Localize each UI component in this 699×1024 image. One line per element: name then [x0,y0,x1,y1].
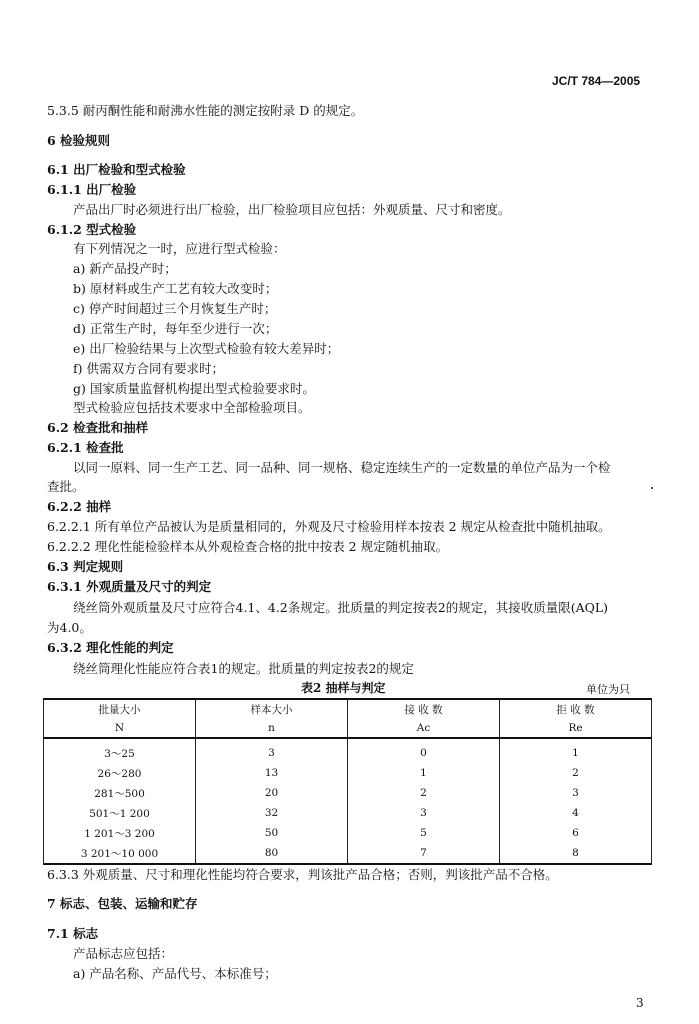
standard-number: JC/T 784—2005 [552,74,641,88]
cell-lot-size: 26～280 [44,763,196,783]
cell-accept: 0 [348,738,500,763]
clause-6-3-3: 6.3.3 外观质量、尺寸和理化性能均符合要求，判该批产品合格；否则，判该批产品不合格。 [47,867,558,882]
section-7-heading: 7 标志、包装、运输和贮存 [47,896,198,911]
cell-sample-size: 80 [196,843,348,864]
cell-accept: 3 [348,803,500,823]
cell-accept: 5 [348,823,500,843]
list-item-e: e) 出厂检验结果与上次型式检验有较大差异时； [73,341,340,356]
clause-6-2-2-2: 6.2.2.2 理化性能检验样本从外观检查合格的批中按表 2 规定随机抽取。 [47,539,449,554]
cell-reject: 2 [500,763,652,783]
paragraph-6-3-2: 绕丝筒理化性能应符合表1的规定。批质量的判定按表2的规定 [73,661,414,676]
paragraph-6-2-1-line1: 以同一原料、同一生产工艺、同一品种、同一规格、稳定连续生产的一定数量的单位产品为一个检 [73,460,611,475]
section-6-2-2-heading: 6.2.2 抽样 [47,499,112,514]
header-accept-number: 接 收 数 [348,699,500,719]
cell-accept: 2 [348,783,500,803]
cell-reject: 8 [500,843,652,864]
paragraph-6-2-1-line2: 查批。 [47,479,85,494]
section-6-2-heading: 6.2 检查批和抽样 [47,420,149,435]
table-row [44,803,652,823]
cell-lot-size: 281～500 [44,783,196,803]
cell-sample-size: 13 [196,763,348,783]
paragraph-7-1: 产品标志应包括： [73,946,174,961]
section-6-3-heading: 6.3 判定规则 [47,559,124,574]
table-caption: 表2 抽样与判定 [301,681,386,695]
section-6-3-1-heading: 6.3.1 外观质量及尺寸的判定 [47,579,212,594]
scan-speck [651,487,653,489]
table-row [44,823,652,843]
cell-lot-size: 1 201～3 200 [44,823,196,843]
sampling-table [43,698,652,865]
header-lot-size: 批量大小 [44,699,196,719]
table-row [44,763,652,783]
list-item-c: c) 停产时间超过三个月恢复生产时； [73,301,277,316]
section-7-1-heading: 7.1 标志 [47,926,99,941]
paragraph-6-1-2-closing: 型式检验应包括技术要求中全部检验项目。 [73,400,311,415]
cell-reject: 1 [500,738,652,763]
paragraph-6-1-2: 有下列情况之一时，应进行型式检验： [73,241,286,256]
section-6-1-1-heading: 6.1.1 出厂检验 [47,182,137,197]
page-number: 3 [636,996,644,1010]
cell-accept: 7 [348,843,500,864]
cell-sample-size: 32 [196,803,348,823]
list-item-f: f) 供需双方合同有要求时； [73,361,224,376]
clause-6-2-2-1: 6.2.2.1 所有单位产品被认为是质量相同的，外观及尺寸检验用样本按表 2 规定从检查批中随机抽取。 [47,519,611,534]
header-sample-size-symbol: n [196,719,348,738]
cell-sample-size: 50 [196,823,348,843]
table-row [44,738,652,763]
paragraph-6-3-1-line2: 为4.0。 [47,620,92,635]
section-6-1-2-heading: 6.1.2 型式检验 [47,222,137,237]
table-unit-note: 单位为只 [586,683,630,696]
list-item-b: b) 原材料或生产工艺有较大改变时； [73,281,278,296]
clause-5-3-5: 5.3.5 耐丙酮性能和耐沸水性能的测定按附录 D 的规定。 [47,103,364,118]
list-item-g: g) 国家质量监督机构提出型式检验要求时。 [73,381,315,396]
table-header-symbol-row [44,719,652,738]
list-item-7-1-a: a) 产品名称、产品代号、本标准号； [73,966,277,981]
cell-lot-size: 3 201～10 000 [44,843,196,864]
header-reject-symbol: Re [500,719,652,738]
cell-reject: 3 [500,783,652,803]
cell-accept: 1 [348,763,500,783]
table-row [44,783,652,803]
cell-sample-size: 20 [196,783,348,803]
cell-lot-size: 3～25 [44,738,196,763]
table-row [44,843,652,864]
section-6-1-heading: 6.1 出厂检验和型式检验 [47,162,186,177]
header-sample-size: 样本大小 [196,699,348,719]
paragraph-6-1-1: 产品出厂时必须进行出厂检验，出厂检验项目应包括：外观质量、尺寸和密度。 [73,202,511,217]
list-item-a: a) 新产品投产时； [73,261,177,276]
header-reject-number: 拒 收 数 [500,699,652,719]
cell-sample-size: 3 [196,738,348,763]
header-accept-symbol: Ac [348,719,500,738]
section-6-2-1-heading: 6.2.1 检查批 [47,440,124,455]
section-6-3-2-heading: 6.3.2 理化性能的判定 [47,640,174,655]
list-item-d: d) 正常生产时，每年至少进行一次； [73,321,278,336]
header-lot-size-symbol: N [44,719,196,738]
section-6-heading: 6 检验规则 [47,133,111,148]
cell-lot-size: 501～1 200 [44,803,196,823]
cell-reject: 6 [500,823,652,843]
table-header-row [44,699,652,719]
paragraph-6-3-1-line1: 绕丝筒外观质量及尺寸应符合4.1、4.2条规定。批质量的判定按表2的规定，其接收质量限(AQL) [73,600,609,615]
cell-reject: 4 [500,803,652,823]
